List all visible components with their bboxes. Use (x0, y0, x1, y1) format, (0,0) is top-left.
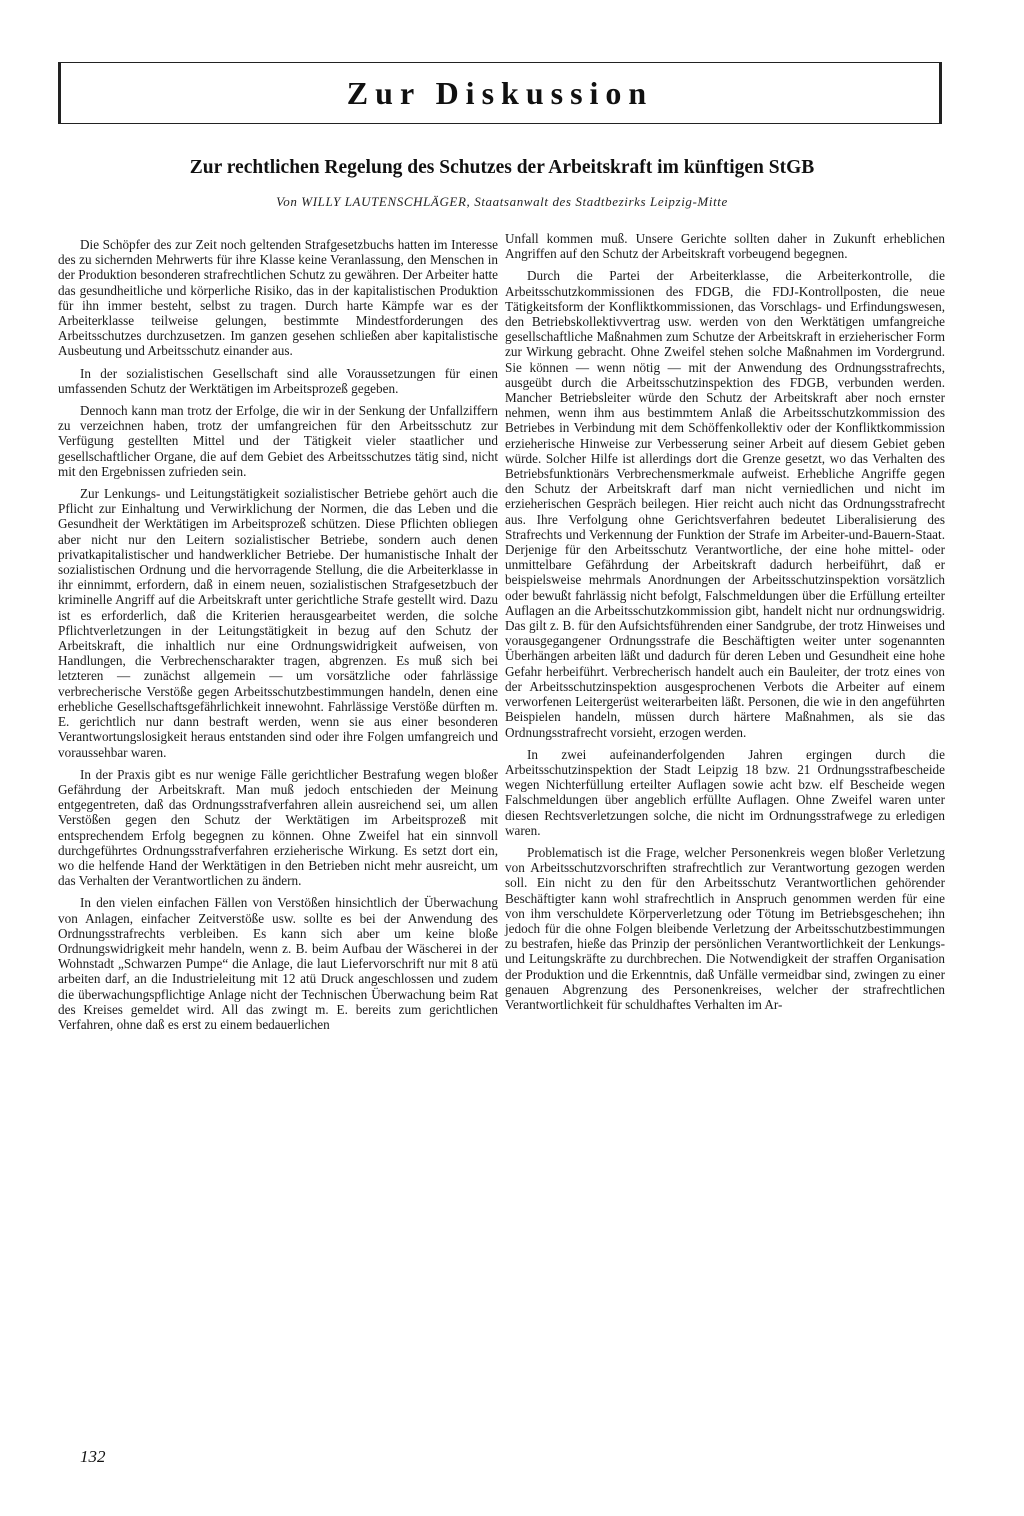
left-column (58, 237, 498, 1039)
article-byline: Von WILLY LAUTENSCHLÄGER, Staatsanwalt des Stadtbezirks Leipzig-Mitte (276, 194, 728, 209)
paragraph: In den vielen einfachen Fällen von Verstößen hinsichtlich der Überwachung von Anlagen, einfacher Zeitverstöße usw. sollte es bei der Anwendung des Ordnungsstrafrechts verbleiben. Es kann sich aber um keine bloße Ordnungswidrigkeit mehr handeln, wenn z. B. beim Aufbau der Wäscherei in der Wohnstadt „Schwarzen Pumpe“ die Anlage, die laut Liefervorschrift nur mit 8 atü arbeiten darf, an die Industrieleitung mit 12 atü Druck angeschlossen und zudem die überwachungspflichtige Anlage nicht der Technischen Überwachung beim Rat des Kreises gemeldet wird. All das zwingt m. E. bereits zum gerichtlichen Verfahren, ohne daß es erst zu einem bedauerlichen (58, 895, 498, 1032)
paragraph: Dennoch kann man trotz der Erfolge, die wir in der Senkung der Unfallziffern zu verzeichnen haben, trotz der umfangreichen für den Arbeitsschutz zur Verfügung gestellten Mittel und der Tätigkeit vieler staatlicher und gesellschaftlicher Organe, die auf dem Gebiet des Arbeitsschutzes tätig sind, nicht mit den Ergebnissen zufrieden sein. (58, 403, 498, 479)
section-title: Zur Diskussion (346, 74, 654, 111)
paragraph: Die Schöpfer des zur Zeit noch geltenden Strafgesetzbuchs hatten im Interesse des zu sichernden Mehrwerts für ihre Klasse keine Veranlassung, den Menschen in der Produktion besonderen strafrechtlichen Schutz zu gewähren. Der Arbeiter hatte das gesundheitliche und körperliche Risiko, das in der kapitalistischen Produktion für ihn immer besteht, selbst zu tragen. Durch harte Kämpfe war es der Arbeiterklasse teilweise gelungen, bestimmte Mindestforderungen des Arbeitsschutzes durchzusetzen. Im ganzen gesehen schließen aber kapitalistische Ausbeutung und Arbeitsschutz einander aus. (58, 237, 498, 359)
paragraph: Problematisch ist die Frage, welcher Personenkreis wegen bloßer Verletzung von Arbeitsschutzvorschriften strafrechtlich zur Verantwortung gezogen werden soll. Ein nicht zu den für den Arbeitsschutz Verantwortlichen gehörender Beschäftigter kann wohl strafrechtlich in Anspruch genommen werden für eine von ihm verschuldete Körperverletzung oder Tötung im Betriebsgeschehen; ihn jedoch für die ohne Folgen bleibende Verletzung der Arbeitsschutzbestimmungen zu bestrafen, hieße das Prinzip der persönlichen Verantwortlichkeit der Lenkungs- und Leitungskräfte zu durchbrechen. Die Notwendigkeit der straffen Organisation der Produktion und die Erkenntnis, daß Unfälle vermeidbar sind, zwingen zu einer genauen Abgrenzung des Personenkreises, welcher der strafrechtlichen Verantwortlichkeit für schuldhaftes Verhalten im Ar- (505, 844, 945, 1012)
paragraph-continued: Unfall kommen muß. Unsere Gerichte sollten daher in Zukunft erheblichen Angriffen auf den Schutz der Arbeitskraft vorbeugend begegnen. (505, 231, 945, 262)
article-title: Zur rechtlichen Regelung des Schutzes der Arbeitskraft im künftigen StGB (189, 157, 815, 178)
paragraph: In zwei aufeinanderfolgenden Jahren ergingen durch die Arbeitsschutzinspektion der Stadt Leipzig 18 bzw. 21 Ordnungsstrafbescheide wegen Nichterfüllung erteilter Auflagen sowie acht bzw. elf Bescheide wegen Falschmeldungen über angeblich erfüllte Auflagen. Ohne Zweifel waren unter diesen Rechtsverletzungen solche, die nicht im Ordnungsstrafwege zu erledigen waren. (505, 746, 945, 838)
paragraph: In der Praxis gibt es nur wenige Fälle gerichtlicher Bestrafung wegen bloßer Gefährdung der Arbeitskraft. Man muß jedoch entschieden der Meinung entgegentreten, daß das Ordnungsstrafverfahren allein ausreichend sei, um allen Verstößen gegen den Schutz der Werktätigen im Arbeitsprozeß mit entsprechendem Erfolg begegnen zu können. Ohne Zweifel hat ein sinnvoll durchgeführtes Ordnungsstrafverfahren erzieherische Wirkung. Es setzt dort ein, wo die helfende Hand der Werktätigen in den Betrieben nicht mehr ausreicht, um das Verhalten der Verantwortlichen zu ändern. (58, 766, 498, 889)
right-column (505, 231, 945, 1019)
paragraph: Durch die Partei der Arbeiterklasse, die Arbeiterkontrolle, die Arbeitsschutzkommissionen des FDGB, die FDJ-Kontrollposten, die neue Tätigkeitsform der Konfliktkommissionen, das Vorschlags- und Erfindungswesen, den Betriebskollektivvertrag usw. werden von den Werktätigen umfangreiche gesellschaftliche Maßnahmen zum Schutze der Arbeitskraft in erzieherischer Form zur Wirkung gebracht. Ohne Zweifel stehen solche Maßnahmen im Vordergrund. Sie können — wenn nötig — mit der Anwendung des Ordnungsstrafrechts, ausgeübt durch die Arbeitsschutzinspektion des FDGB, verbunden werden. Mancher Betriebsleiter würde den Schutz der Arbeitskraft aber noch ernster nehmen, wenn ihm aus bestimmtem Anlaß die Arbeitsschutzkommission des Betriebes in Verbindung mit dem Schöffenkollektiv oder der Konfliktkommission erzieherische Hinweise zur Verbesserung seiner Arbeit auf diesem Gebiet geben würde. Solcher Hilfe ist allerdings dort die Grenze gesetzt, wo das Verhalten des Betriebsfunktionärs Verbrechensmerkmale aufweist. Erhebliche Angriffe gegen den Schutz der Arbeitskraft darf man nicht verniedlichen und nicht im erzieherischen Gespräch beilegen. Hier reicht auch nicht das Ordnungsstrafrecht aus. Ihre Verfolgung ohne Gerichtsverfahren bedeutet Liberalisierung des Strafrechts und Verkennung der Funktion der Strafe im Arbeiter-und-Bauern-Staat. Derjenige für den Arbeitsschutz Verantwortliche, der eine hohe mittel- oder unmittelbare Gefährdung der Arbeitskraft dadurch herbeiführt, daß er beispielsweise mehrmals Anordnungen der Arbeitsschutzinspektion vorsätzlich oder bewußt fahrlässig nicht befolgt, Falschmeldungen über die Erfüllung erteilter Auflagen an die Arbeitsschutzkommission gibt, handelt nicht nur ordnungswidrig. Das gilt z. B. für den Aufsichtsführenden einer Sandgrube, der trotz Hinweises und vorausgegangener Ordnungsstrafe die Beschäftigten weiter unter sogenannten Überhängen arbeiten läßt und dadurch für deren Leben und Gesundheit eine hohe Gefahr herbeiführt. Verbrecherisch handelt auch ein Bauleiter, der trotz eines von der Arbeitsschutzinspektion ausgesprochenen Verbots die Arbeiter auf einem verworfenen Leitergerüst weiterarbeiten läßt. Personen, die wie in den angeführten Beispielen handeln, müssen durch härtere Maßnahmen, als sie das Ordnungsstrafrecht vorsieht, erzogen werden. (505, 268, 945, 740)
section-header-box (58, 62, 942, 124)
paragraph: In der sozialistischen Gesellschaft sind alle Voraussetzungen für einen umfassenden Schutz der Werktätigen im Arbeitsprozeß gegeben. (58, 365, 498, 396)
page-number: 132 (80, 1447, 106, 1466)
paragraph: Zur Lenkungs- und Leitungstätigkeit sozialistischer Betriebe gehört auch die Pflicht zur Einhaltung und Verwirklichung der Normen, die das Leben und die Gesundheit der Werktätigen im Arbeitsprozeß schützen. Diese Pflichten obliegen aber nicht nur den Leitern sozialistischer Betriebe, sondern auch denen privatkapitalistischer und handwerklicher Betriebe. Der humanistische Inhalt der sozialistischen Ordnung und die hervorragende Stellung, die die Arbeiterklasse in ihr einnimmt, erfordern, daß in einem neuen, sozialistischen Strafgesetzbuch der kriminelle Angriff auf die Arbeitskraft unter gerichtliche Strafe gestellt wird. Dazu ist es erforderlich, daß die Kriterien herausgearbeitet werden, die solche Pflichtverletzungen in der Leitungstätigkeit in bezug auf den Schutz der Arbeitskraft, die inhaltlich nur eine Ordnungswidrigkeit aufweisen, von Handlungen, die Verbrechenscharakter tragen, abgrenzen. Es muß sich bei letzteren — zunächst allgemein — um vorsätzliche oder fahrlässige verbrecherische Verstöße gegen Arbeitsschutzbestimmungen handeln, denen eine erhebliche Gesellschaftsgefährlichkeit innewohnt. Fahrlässige Verstöße dürften m. E. gerichtlich nur dann bestraft werden, wenn sie aus einer besonderen Verantwortungslosigkeit heraus entstanden sind oder ihre Folgen umfangreich und voraussehbar waren. (58, 486, 498, 760)
